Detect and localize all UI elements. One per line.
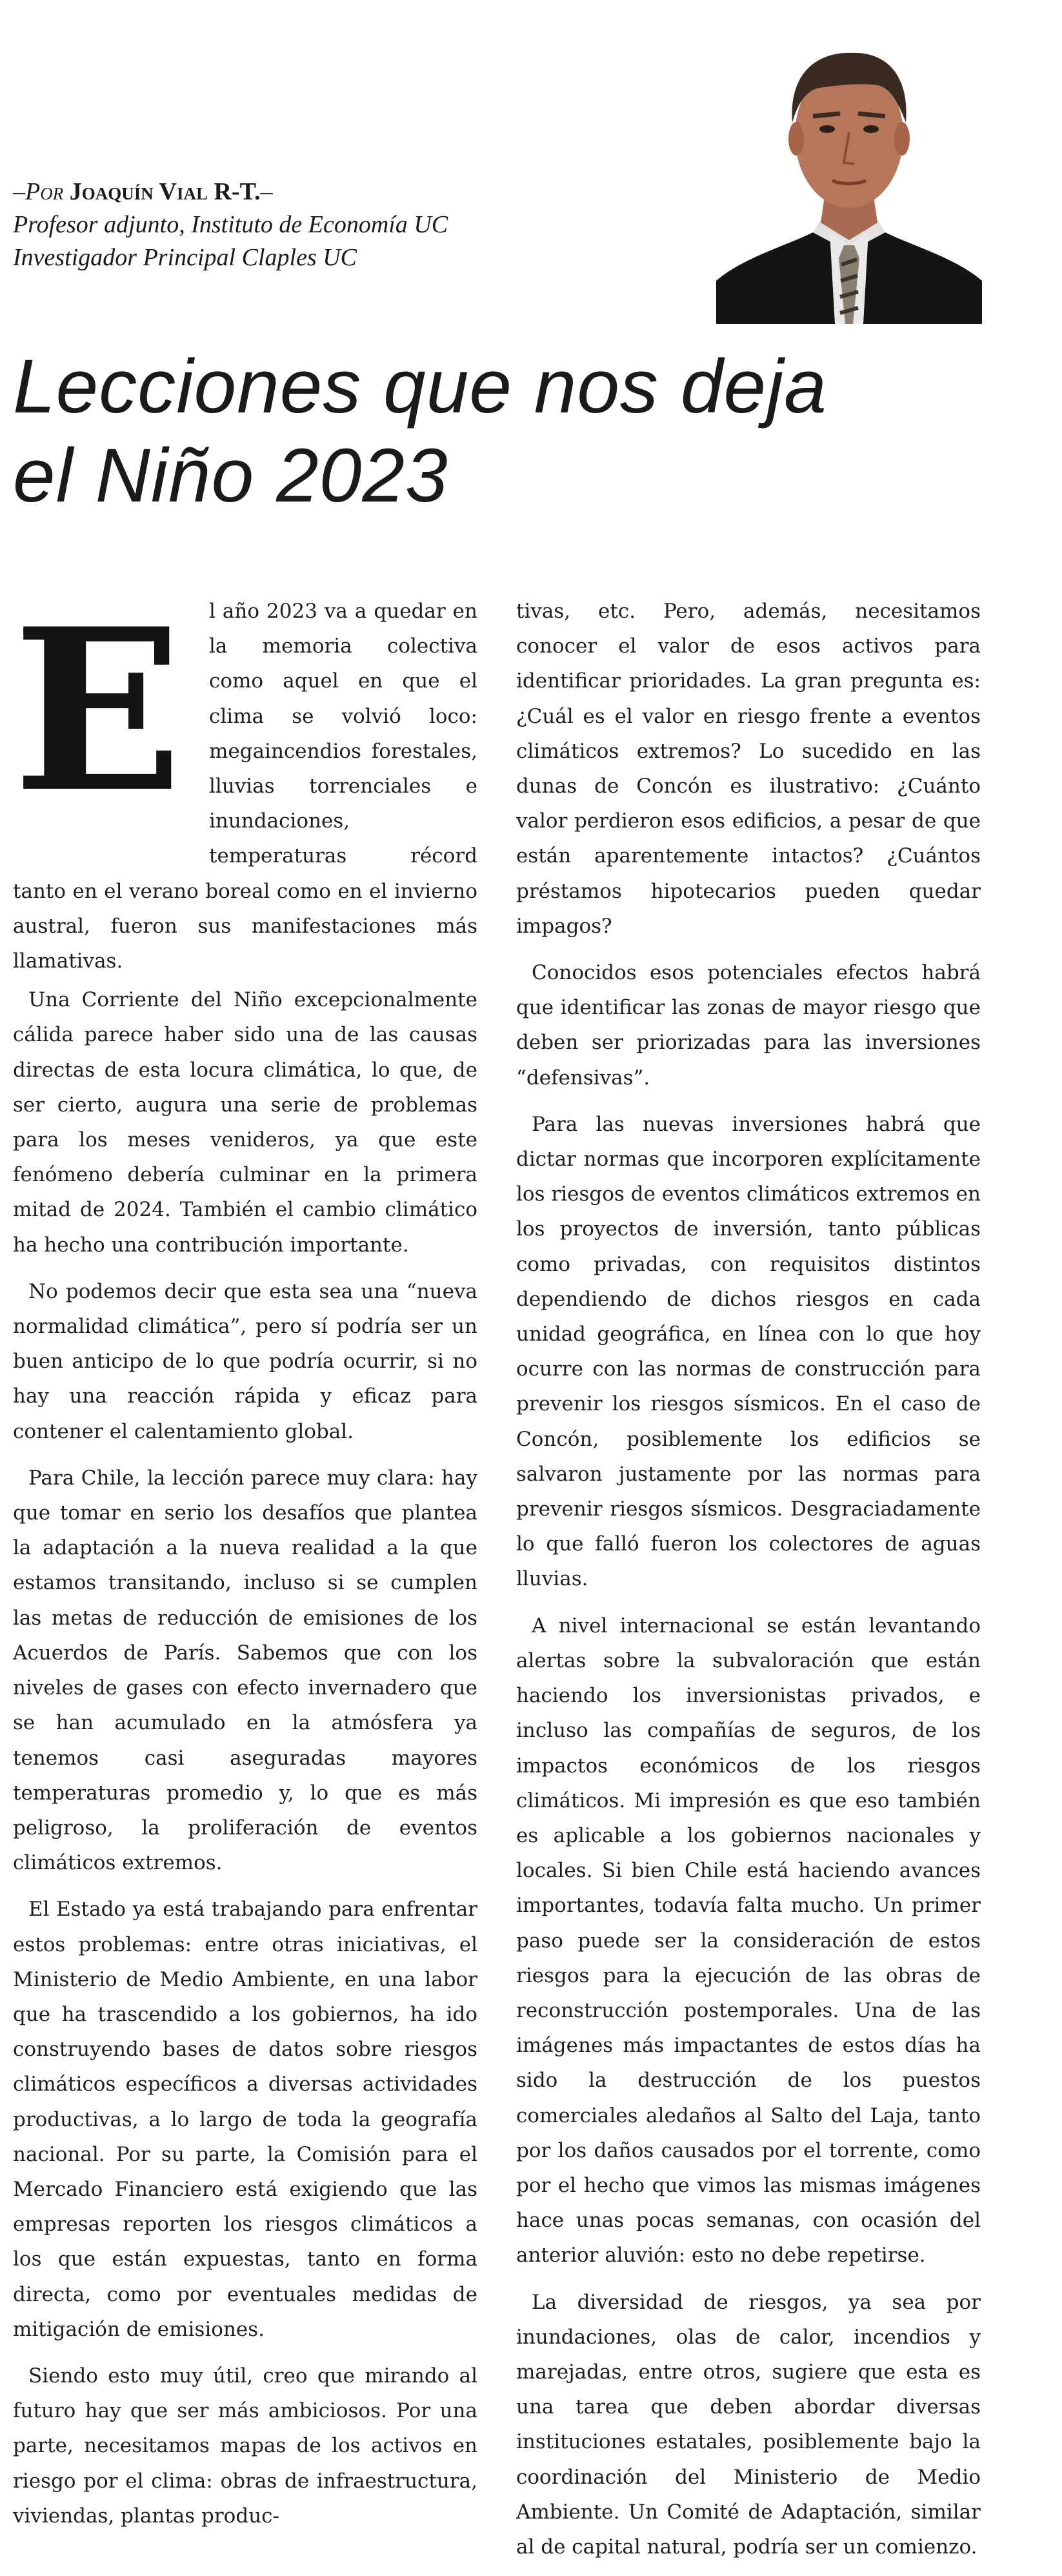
- paragraph: A nivel internacional se están levantando alertas sobre la subvaloración que están haciendo los inversionistas privados, e incluso las compañías de seguros, de los impactos económicos de los riesgos climáticos. Mi impresión es que eso también es aplicable a los gobiernos nacionales y locales. Si bien Chile está haciendo avances importantes, todavía falta mucho. Un primer paso puede ser la consideración de estos riesgos para la ejecución de las obras de reconstrucción postemporales. Una de las imágenes más impactantes de estos días ha sido la destrucción de los puestos comerciales aledaños al Salto del Laja, tanto por los daños causados por el torrente, como por el hecho que vimos las mismas imágenes hace unas pocas semanas, con ocasión del anterior aluvión: esto no debe repetirse.: [516, 1614, 981, 2267]
- paragraph: No podemos decir que esta sea una “nueva normalidad climática”, pero sí podría ser un buen anticipo de lo que podría ocurrir, si no hay una reacción rápida y eficaz para contener el calentamiento global.: [13, 1279, 477, 1443]
- paragraph: Siendo esto muy útil, creo que mirando al futuro hay que ser más ambiciosos. Por una parte, necesitamos mapas de los activos en riesgo por el clima: obras de infraestructura, viviendas, plantas produc-: [13, 2364, 477, 2528]
- paragraph: El Estado ya está trabajando para enfrentar estos problemas: entre otras iniciativas, el Ministerio de Medio Ambiente, en una labor que ha trascendido a los gobiernos, ha ido construyendo bases de datos sobre riesgos climáticos específicos a diversas actividades productivas, a lo largo de toda la geografía nacional. Por su parte, la Comisión para el Mercado Financiero está exigiendo que las empresas reporten los riesgos climáticos a los que están expuestas, tanto en forma directa, como por eventuales medidas de mitigación de emisiones.: [13, 1898, 477, 2341]
- author-prefix: –Por: [13, 178, 70, 205]
- article-column-1: [13, 580, 477, 2545]
- paragraph: tivas, etc. Pero, además, necesitamos conocer el valor de esos activos para identificar prioridades. La gran pregunta es: ¿Cuál es el valor en riesgo frente a eventos climáticos extremos? Lo sucedido en las dunas de Concón es ilustrativo: ¿Cuánto valor perdieron esos edificios, a pesar de que están aparentemente intactos? ¿Cuántos préstamos hipotecarios pueden quedar impagos?: [516, 600, 981, 938]
- author-role-1: Profesor adjunto, Instituto de Economía UC: [13, 211, 448, 238]
- author-role-2: Investigador Principal Claples UC: [13, 244, 357, 271]
- author-portrait: [716, 26, 982, 324]
- author-suffix: –: [260, 178, 273, 205]
- paragraph: Para Chile, la lección parece muy clara: hay que tomar en serio los desafíos que plantea la adaptación a la nueva realidad a la que estamos transitando, incluso si se cumplen las metas de reducción de emisiones de los Acuerdos de París. Sabemos que con los niveles de gases con efecto invernadero que se han acumulado en la atmósfera ya tenemos casi aseguradas mayores temperaturas promedio y, lo que es más peligroso, la proliferación de eventos climáticos extremos.: [13, 1466, 477, 1875]
- paragraph-text: l año 2023 va a quedar en la memoria colectiva como aquel en que el clima se volvió loco: megaincendios forestales, lluvias torrenciales e inundaciones, temperaturas récord tanto en el verano boreal como en el invierno austral, fueron sus manifestaciones más llamativas.: [13, 600, 477, 973]
- drop-cap-box: [13, 580, 200, 853]
- byline: [13, 176, 697, 274]
- paragraph: La diversidad de riesgos, ya sea por inundaciones, olas de calor, incendios y marejadas, entre otros, sugiere que esta es una tarea que deben abordar diversas instituciones estatales, posiblemente bajo la coordinación del Ministerio de Medio Ambiente. Un Comité de Adaptación, similar al de capital natural, podría ser un comienzo.: [516, 2290, 981, 2559]
- paragraph: [13, 580, 477, 979]
- author-name: Joaquín Vial R-T.: [69, 178, 261, 205]
- headline-line-1: Lecciones que nos deja: [13, 344, 827, 429]
- headline: [13, 342, 1019, 520]
- paragraph: Una Corriente del Niño excepcionalmente cálida parece haber sido una de las causas directas de esta locura climática, lo que, de ser cierto, augura una serie de problemas para los meses venideros, ya que este fenómeno debería culminar en la primera mitad de 2024. También el cambio climático ha hecho una contribución importante.: [13, 988, 477, 1257]
- paragraph: Conocidos esos potenciales efectos habrá que identificar las zonas de mayor riesgo que deben ser priorizadas para las inversiones “defensivas”.: [516, 961, 981, 1090]
- drop-cap: E: [13, 580, 183, 842]
- article-column-2: [516, 594, 981, 2576]
- author-line: [13, 176, 697, 208]
- headline-line-2: el Niño 2023: [13, 433, 448, 518]
- paragraph: Para las nuevas inversiones habrá que dictar normas que incorporen explícitamente los riesgos de eventos climáticos extremos en los proyectos de inversión, tanto públicas como privadas, con requisitos distintos dependiendo de dichos riesgos en cada unidad geográfica, en línea con lo que hoy ocurre con las normas de construcción para prevenir los riesgos sísmicos. En el caso de Concón, posiblemente los edificios se salvaron justamente por las normas para prevenir riesgos sísmicos. Desgraciadamente lo que falló fueron los colectores de aguas lluvias.: [516, 1112, 981, 1591]
